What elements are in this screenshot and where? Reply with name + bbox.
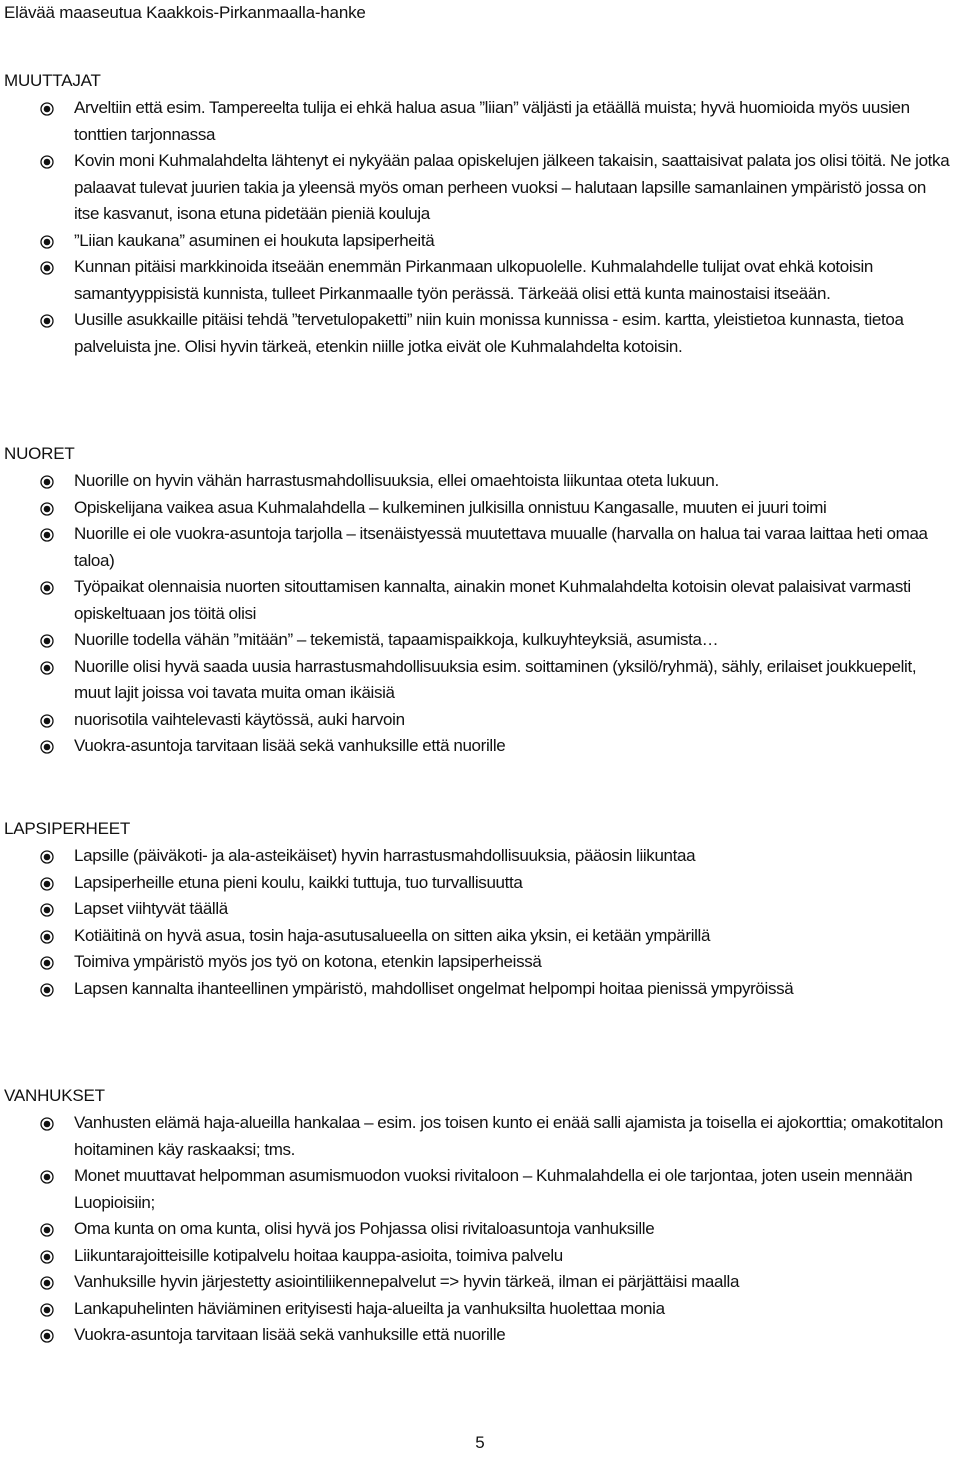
- radio-button-bullet-icon: [40, 877, 54, 891]
- list-item: [0, 1163, 960, 1216]
- radio-button-bullet-icon: [40, 502, 54, 516]
- list-item: [0, 870, 960, 897]
- list-item-text: Vuokra-asuntoja tarvitaan lisää sekä vanhuksille että nuorille: [74, 1325, 506, 1344]
- list-item-text: Nuorille on hyvin vähän harrastusmahdollisuuksia, ellei omaehtoista liikuntaa oteta lukuun.: [74, 471, 719, 490]
- list-item-text: Nuorille olisi hyvä saada uusia harrastusmahdollisuuksia esim. soittaminen (yksilö/ryhmä), sähly, erilaiset joukkuepelit, muut lajit joissa voi tavata muita oman ikäisiä: [74, 656, 917, 702]
- list-item-text: Oma kunta on oma kunta, olisi hyvä jos Pohjassa olisi rivitaloasuntoja vanhuksille: [74, 1219, 655, 1238]
- bullet-list: [0, 468, 960, 760]
- list-item-text: Työpaikat olennaisia nuorten sitouttamisen kannalta, ainakin monet Kuhmalahdelta kotoisin olevat palaisivat varmasti opiskeltuaan jos töitä olisi: [74, 577, 911, 623]
- radio-button-bullet-icon: [40, 956, 54, 970]
- list-item-text: Lapsille (päiväkoti- ja ala-asteikäiset) hyvin harrastusmahdollisuuksia, pääosin liikuntaa: [74, 846, 696, 865]
- list-item: [0, 1216, 960, 1243]
- list-item-text: Kotiäitinä on hyvä asua, tosin haja-asutusalueella on sitten aika yksin, ei ketään ympärillä: [74, 925, 711, 945]
- list-item-text: Kunnan pitäisi markkinoida itseään enemmän Pirkanmaan ulkopuolelle. Kuhmalahdelle tulijat ovat ehkä kotoisin samantyyppisistä kunnista, tulleet Pirkanmaalle työn perässä. Tärkeää olisi että kunta mainostaisi itseään.: [74, 257, 874, 303]
- list-item-text: Nuorille ei ole vuokra-asuntoja tarjolla – itsenäistyessä muutettava muualle (harvalla on halua tai varaa laittaa heti omaa taloa): [74, 524, 928, 570]
- list-item: [0, 707, 960, 734]
- radio-button-bullet-icon: [40, 740, 54, 754]
- list-item-text: Vuokra-asuntoja tarvitaan lisää sekä vanhuksille että nuorille: [74, 736, 506, 755]
- radio-button-bullet-icon: [40, 235, 54, 249]
- list-item: [0, 949, 960, 976]
- radio-button-bullet-icon: [40, 314, 54, 328]
- list-item: [0, 495, 960, 522]
- radio-button-bullet-icon: [40, 1170, 54, 1184]
- list-item: [0, 654, 960, 707]
- list-item-text: Lapsen kannalta ihanteellinen ympäristö, mahdolliset ongelmat helpompi hoitaa pienissä ympyröissä: [74, 978, 794, 998]
- list-item-text: nuorisotila vaihtelevasti käytössä, auki harvoin: [74, 709, 405, 729]
- radio-button-bullet-icon: [40, 475, 54, 489]
- section-nuoret: [0, 441, 960, 760]
- radio-button-bullet-icon: [40, 930, 54, 944]
- radio-button-bullet-icon: [40, 983, 54, 997]
- list-item: [0, 254, 960, 307]
- list-item: [0, 1110, 960, 1163]
- list-item: [0, 1243, 960, 1270]
- list-item: [0, 976, 960, 1003]
- list-item-text: Lapsiperheille etuna pieni koulu, kaikki tuttuja, tuo turvallisuutta: [74, 872, 523, 892]
- document-header: Elävää maaseutua Kaakkois-Pirkanmaalla-hanke: [4, 3, 366, 22]
- list-item-text: Toimiva ympäristö myös jos työ on kotona, etenkin lapsiperheissä: [74, 952, 542, 971]
- list-item: [0, 148, 960, 228]
- radio-button-bullet-icon: [40, 528, 54, 542]
- list-item: [0, 627, 960, 654]
- list-item: [0, 468, 960, 495]
- list-item: [0, 228, 960, 255]
- bullet-list: [0, 843, 960, 1002]
- radio-button-bullet-icon: [40, 155, 54, 169]
- list-item: [0, 1296, 960, 1323]
- radio-button-bullet-icon: [40, 1303, 54, 1317]
- radio-button-bullet-icon: [40, 1223, 54, 1237]
- list-item-text: Nuorille todella vähän ”mitään” – tekemistä, tapaamispaikkoja, kulkuyhteyksiä, asumista…: [74, 630, 719, 649]
- list-item: [0, 521, 960, 574]
- radio-button-bullet-icon: [40, 581, 54, 595]
- list-item: [0, 1269, 960, 1296]
- list-item: [0, 307, 960, 360]
- radio-button-bullet-icon: [40, 1250, 54, 1264]
- bullet-list: [0, 1110, 960, 1349]
- section-title: VANHUKSET: [4, 1086, 105, 1105]
- list-item: [0, 95, 960, 148]
- section-title: LAPSIPERHEET: [4, 819, 131, 838]
- list-item-text: Kovin moni Kuhmalahdelta lähtenyt ei nykyään palaa opiskelujen jälkeen takaisin, saattaisivat palata jos olisi töitä. Ne jotka palaavat tulevat juurien takia ja yleensä myös oman perheen vuoksi – halutaan lapsille samanlainen ympäristö jossa on itse kasvanut, isona etuna pidetään pieniä kouluja: [74, 151, 950, 223]
- list-item-text: Vanhusten elämä haja-alueilla hankalaa – esim. jos toisen kunto ei enää salli ajamista ja toisella ei ajokorttia; omakotitalon hoitaminen käy raskaaksi; tms.: [74, 1113, 944, 1159]
- radio-button-bullet-icon: [40, 714, 54, 728]
- radio-button-bullet-icon: [40, 261, 54, 275]
- list-item-text: Liikuntarajoitteisille kotipalvelu hoitaa kauppa-asioita, toimiva palvelu: [74, 1245, 563, 1265]
- radio-button-bullet-icon: [40, 634, 54, 648]
- list-item-text: Opiskelijana vaikea asua Kuhmalahdella – kulkeminen julkisilla onnistuu Kangasalle, muuten ei juuri toimi: [74, 497, 827, 517]
- list-item-text: ”Liian kaukana” asuminen ei houkuta lapsiperheitä: [74, 230, 435, 250]
- section-title: NUORET: [4, 444, 75, 463]
- list-item: [0, 733, 960, 760]
- radio-button-bullet-icon: [40, 850, 54, 864]
- radio-button-bullet-icon: [40, 102, 54, 116]
- list-item-text: Lapset viihtyvät täällä: [74, 899, 228, 918]
- bullet-list: [0, 95, 960, 360]
- list-item-text: Arveltiin että esim. Tampereelta tulija ei ehkä halua asua ”liian” väljästi ja etäällä muista; hyvä huomioida myös uusien tonttien tarjonnassa: [74, 98, 910, 144]
- list-item-text: Uusille asukkaille pitäisi tehdä ”tervetulopaketti” niin kuin monissa kunnissa - esim. kartta, yleistietoa kunnasta, tietoa palveluista jne. Olisi hyvin tärkeä, etenkin niille jotka eivät ole Kuhmalahdelta kotoisin.: [74, 310, 904, 356]
- section-vanhukset: [0, 1083, 960, 1349]
- list-item: [0, 574, 960, 627]
- list-item-text: Vanhuksille hyvin järjestetty asiointiliikennepalvelut => hyvin tärkeä, ilman ei pärjättäisi maalla: [74, 1272, 740, 1291]
- radio-button-bullet-icon: [40, 1117, 54, 1131]
- section-lapsiperheet: [0, 816, 960, 1002]
- radio-button-bullet-icon: [40, 1276, 54, 1290]
- list-item: [0, 896, 960, 923]
- radio-button-bullet-icon: [40, 1329, 54, 1343]
- radio-button-bullet-icon: [40, 903, 54, 917]
- list-item: [0, 843, 960, 870]
- list-item: [0, 1322, 960, 1349]
- radio-button-bullet-icon: [40, 661, 54, 675]
- list-item-text: Monet muuttavat helpomman asumismuodon vuoksi rivitaloon – Kuhmalahdella ei ole tarjontaa, joten usein mennään Luopioisiin;: [74, 1166, 913, 1212]
- section-muuttajat: [0, 68, 960, 360]
- list-item-text: Lankapuhelinten häviäminen erityisesti haja-alueilta ja vanhuksilta huolettaa monia: [74, 1298, 665, 1318]
- page-number: 5: [475, 1433, 485, 1452]
- section-title: MUUTTAJAT: [4, 71, 101, 90]
- list-item: [0, 923, 960, 950]
